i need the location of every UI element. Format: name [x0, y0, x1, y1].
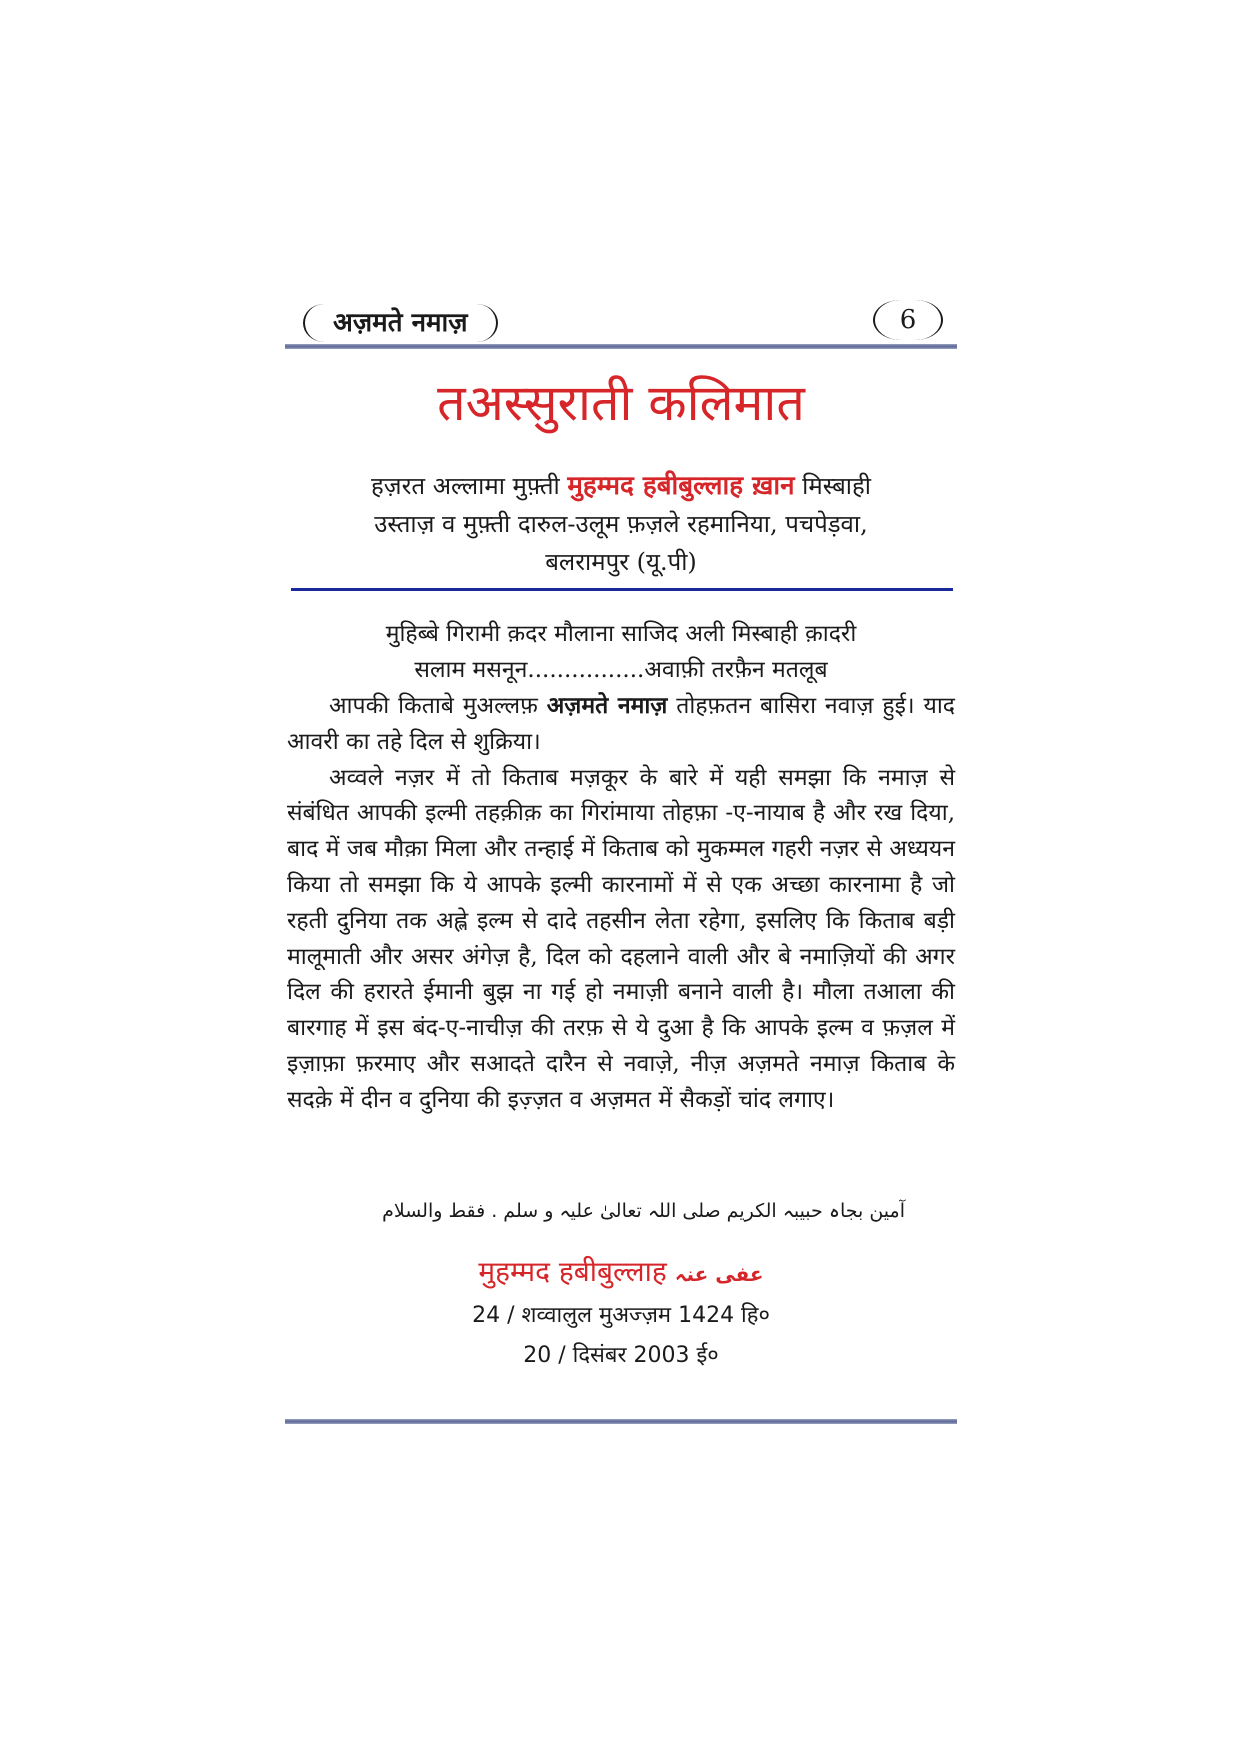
- author-divider: [291, 588, 953, 591]
- page-header: [285, 300, 957, 350]
- signature-arabic-suffix: عفی عنہ: [674, 1262, 764, 1286]
- date-gregorian: 20 / दिसंबर 2003 ई०: [523, 1343, 719, 1368]
- author-prefix: हज़रत अल्लामा मुफ़्ती: [371, 472, 560, 500]
- author-line-3: बलरामपुर (यू.पी): [545, 548, 697, 576]
- para1-text-end: तोहफ़तन बासिरा नवाज़ हुई। याद आवरी का तहे दिल से शुक्रिया।: [287, 693, 956, 755]
- page-number: 6: [873, 300, 943, 340]
- signature-block: [285, 1250, 957, 1376]
- signature-name-line: [285, 1250, 957, 1296]
- greeting-line-1: मुहिब्बे गिरामी क़दर मौलाना साजिद अली मिस्बाही क़ादरी: [385, 621, 857, 647]
- letter-greeting: [285, 616, 957, 688]
- signature-name: मुहम्मद हबीबुल्लाह: [478, 1255, 667, 1288]
- greeting-line-2: सलाम मसनून................अवाफ़ी तरफ़ैन मतलूब: [414, 657, 828, 683]
- paragraph-2: अव्वले नज़र में तो किताब मज़कूर के बारे में यही समझा कि नमाज़ से संबंधित आपकी इल्मी तहक़ीक़ का गिरांमाया तोहफ़ा -ए-नायाब है और रख दिया, बाद में जब मौक़ा मिला और तन्हाई में किताब को मुकम्मल गहरी नज़र से अध्ययन किया तो समझा कि ये आपके इल्मी कारनामों में से एक अच्छा कारनामा है जो रहती दुनिया तक अह्ले इल्म से दादे तहसीन लेता रहेगा, इसलिए कि किताब बड़ी मालूमाती और असर अंगेज़ है, दिल को दहलाने वाली और बे नमाज़ियों की अगर दिल की हरारते ईमानी बुझ ना गई हो नमाज़ी बनाने वाली है। मौला तआला की बारगाह में इस बंद-ए-नाचीज़ की तरफ़ से ये दुआ है कि आपके इल्म व फ़ज़ल में इज़ाफ़ा फ़रमाए और सआदते दारैन से नवाज़े, नीज़ अज़मते नमाज़ किताब के सदक़े में दीन व दुनिया की इज़्ज़त व अज़मत में सैकड़ों चांद लगाए।: [287, 764, 955, 1113]
- book-title: अज़मते नमाज़: [303, 304, 498, 342]
- book-name-bold: अज़मते नमाज़: [546, 692, 668, 719]
- letter-body: [287, 688, 955, 1119]
- author-line-1: [285, 467, 957, 505]
- page-title: तअस्सुराती कलिमात: [437, 374, 805, 432]
- header-divider: [285, 344, 957, 349]
- paragraph-1: [287, 688, 955, 761]
- para1-text-start: आपकी किताबे मुअल्लफ़: [329, 693, 538, 719]
- footer-divider: [285, 1419, 957, 1424]
- author-name: मुहम्मद हबीबुल्लाह ख़ान: [567, 471, 795, 501]
- date-hijri: 24 / शव्वालुल मुअज्ज़म 1424 हि०: [472, 1303, 770, 1328]
- author-block: [285, 467, 957, 581]
- author-suffix: मिस्बाही: [802, 472, 871, 500]
- arabic-prayer: آمین بجاہ حبیبہ الکریم صلی اللہ تعالیٰ علیہ و سلم . فقط والسلام: [382, 1200, 905, 1222]
- author-line-2: उस्ताज़ व मुफ़्ती दारुल-उलूम फ़ज़ले रहमानिया, पचपेड़वा,: [374, 510, 868, 538]
